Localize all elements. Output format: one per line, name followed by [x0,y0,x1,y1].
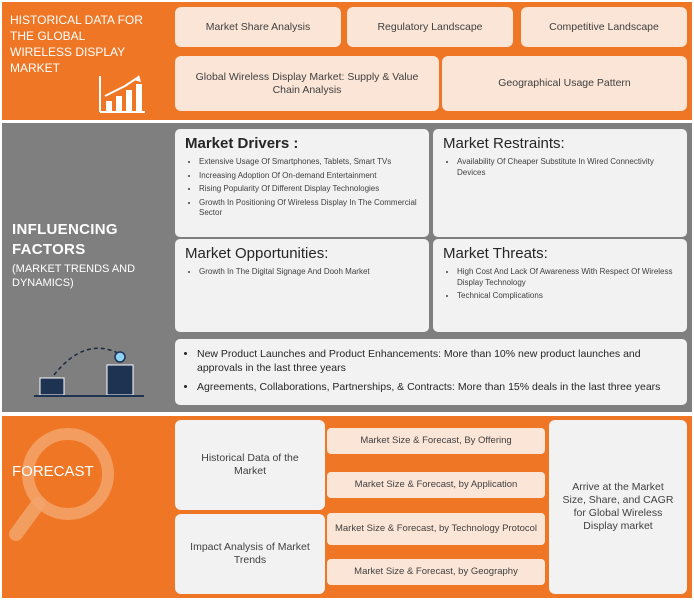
impact-analysis-box: Impact Analysis of Market Trends [175,514,325,594]
bar-chart-growth-icon [97,74,147,114]
market-restraints-list [443,157,677,178]
market-restraints-title: Market Restraints: [443,135,565,152]
forecast-section [2,416,692,598]
market-share-analysis-box: Market Share Analysis [175,7,341,47]
list-item: • Agreements, Collaborations, Partnerships, & Contracts: More than 15% deals in the last three years [197,380,677,394]
influencing-section [2,123,692,412]
developments-card [175,339,687,405]
market-opportunities-card [175,239,429,332]
geographical-usage-box: Geographical Usage Pattern [442,56,687,111]
list-item: • Availability Of Cheaper Substitute In Wired Connectivity Devices [457,157,677,178]
list-item: • High Cost And Lack Of Awareness With Respect Of Wireless Display Technology [457,267,677,288]
list-item: • Growth In The Digital Signage And Dooh Market [199,267,419,278]
market-threats-card [433,239,687,332]
forecast-title: FORECAST [12,463,94,480]
market-threats-list [443,267,677,302]
forecast-by-technology-box: Market Size & Forecast, by Technology Protocol [327,513,545,545]
result-box: Arrive at the Market Size, Share, and CAGR for Global Wireless Display market [549,420,687,594]
list-item: • Rising Popularity Of Different Display Technologies [199,184,419,195]
list-item: • Growth In Positioning Of Wireless Display In The Commercial Sector [199,198,419,219]
forecast-by-application-box: Market Size & Forecast, by Application [327,472,545,498]
list-item: • Extensive Usage Of Smartphones, Tablets, Smart TVs [199,157,419,168]
magnifier-icon [8,424,138,544]
historical-section [2,2,692,120]
historical-title: HISTORICAL DATA FOR THE GLOBAL WIRELESS DISPLAY MARKET [10,13,143,75]
supply-value-chain-box: Global Wireless Display Market: Supply & Value Chain Analysis [175,56,439,111]
list-item: • Increasing Adoption Of On-demand Entertainment [199,171,419,182]
influencing-title: INFLUENCING FACTORS [12,221,118,258]
historical-data-box: Historical Data of the Market [175,420,325,510]
list-item: • New Product Launches and Product Enhancements: More than 10% new product launches and approvals in the last three years [197,347,677,375]
forecast-by-geography-box: Market Size & Forecast, by Geography [327,559,545,585]
regulatory-landscape-box: Regulatory Landscape [347,7,513,47]
market-restraints-card [433,129,687,237]
forecast-by-offering-box: Market Size & Forecast, By Offering [327,428,545,454]
growth-jump-icon [34,333,146,401]
list-item: • Technical Complications [457,291,677,302]
competitive-landscape-box: Competitive Landscape [521,7,687,47]
influencing-subtitle: (MARKET TRENDS AND DYNAMICS) [12,263,136,289]
developments-list [185,347,677,394]
market-threats-title: Market Threats: [443,245,548,262]
market-opportunities-title: Market Opportunities: [185,245,329,262]
market-drivers-list [185,157,419,219]
market-drivers-card [175,129,429,237]
influencing-label [12,220,162,290]
market-opportunities-list [185,267,419,278]
market-drivers-title: Market Drivers : [185,135,299,152]
